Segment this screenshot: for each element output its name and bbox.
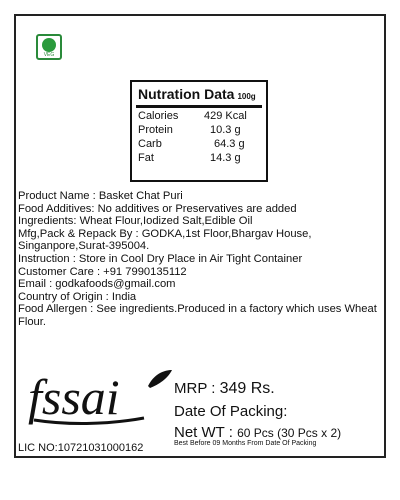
nutrition-name-protein: Protein — [138, 124, 173, 136]
nutrition-name-calories: Calories — [138, 110, 179, 122]
info-instruction: Instruction : Store in Cool Dry Place in Air Tight Container — [18, 252, 303, 265]
info-email: Email : godkafoods@gmail.com — [18, 278, 176, 291]
veg-dot — [42, 38, 56, 52]
product-label — [14, 14, 386, 458]
veg-label: VEG — [43, 52, 55, 58]
info-product-name: Product Name : Basket Chat Puri — [18, 190, 183, 202]
date-of-packing: Date Of Packing: — [174, 403, 288, 420]
product-info — [18, 190, 382, 329]
nutrition-unit: 100g — [237, 92, 256, 101]
mrp — [174, 380, 275, 398]
info-manufacturer-address: Singanpore,Surat-395004. — [18, 240, 150, 253]
net-weight — [174, 424, 341, 441]
nutrition-value-carb: 64.3 g — [214, 138, 245, 150]
nutrition-name-carb: Carb — [138, 138, 162, 150]
fssai-leaf-icon — [148, 370, 172, 388]
nutrition-divider — [136, 105, 262, 108]
info-allergen: Food Allergen : See ingredients.Produced in a factory which uses Wheat Flour. — [18, 303, 377, 328]
info-food-additives: Food Additives: No additives or Preservatives are added — [18, 202, 297, 215]
license-number: LIC NO:10721031000162 — [18, 442, 144, 454]
fssai-logo — [26, 368, 176, 428]
nutrition-table — [130, 80, 268, 182]
info-manufacturer: Mfg,Pack & Repack By : GODKA,1st Floor,Bhargav House, — [18, 227, 312, 240]
mrp-value: 349 Rs. — [219, 380, 275, 397]
nutrition-value-calories: 429 Kcal — [204, 110, 247, 122]
info-ingredients: Ingredients: Wheat Flour,Iodized Salt,Edible Oil — [18, 215, 253, 228]
veg-icon — [36, 34, 62, 60]
nutrition-title — [138, 86, 256, 102]
nutrition-value-fat: 14.3 g — [210, 152, 241, 164]
info-customer-care: Customer Care : +91 7990135112 — [18, 265, 187, 278]
best-before: Best Before 09 Months From Date Of Packing — [174, 440, 317, 447]
nutrition-title-text: Nutration Data — [138, 86, 235, 102]
netwt-value: 60 Pcs (30 Pcs x 2) — [237, 426, 342, 440]
mrp-label: MRP : — [174, 380, 216, 397]
nutrition-value-protein: 10.3 g — [210, 124, 241, 136]
fssai-logo-text: fssai — [28, 369, 120, 425]
info-country: Country of Origin : India — [18, 290, 137, 303]
nutrition-name-fat: Fat — [138, 152, 154, 164]
netwt-label: Net WT : — [174, 424, 233, 441]
